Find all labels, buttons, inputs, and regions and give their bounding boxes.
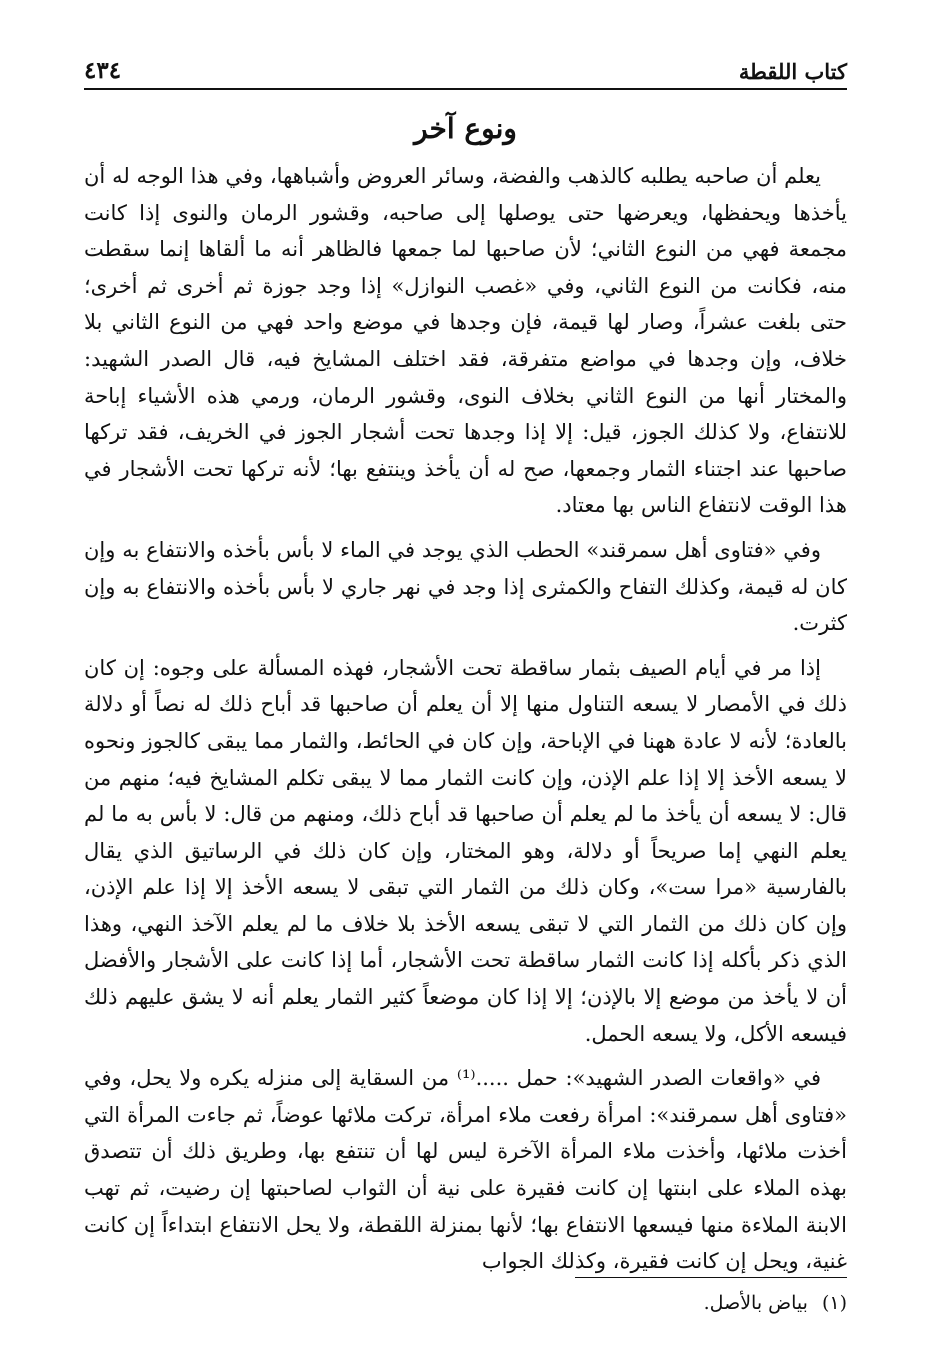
paragraph: في «واقعات الصدر الشهيد»: حمل .....⁽¹⁾ من السقاية إلى منزله يكره ولا يحل، وفي «فتاوى أهل سمرقند»: امرأة رفعت ملاء امرأة، تركت ملائها عوضاً، ثم جاءت المرأة التي أخذت ملائها، وأخذت ملاء المرأة الآخرة ليس لها أن تنتفع بها، وطريق ذلك أن تتصدق بهذه الملاء على ابنتها إن كانت فقيرة على نية أن الثواب لصاحبتها إن رضيت، ثم تهب الابنة الملاءة منها فيسعها الانتفاع بها؛ لأنها بمنزلة اللقطة، ولا يحل الانتفاع ابتداءاً إن كانت غنية، ويحل إن كانت فقيرة، وكذلك الجواب — [84, 1066, 847, 1274]
footnote-text: بياض بالأصل. — [703, 1292, 808, 1314]
paragraph: إذا مر في أيام الصيف بثمار ساقطة تحت الأشجار، فهذه المسألة على وجوه: إن كان ذلك في الأمصار لا يسعه التناول منها إلا أن يعلم أن صاحبها قد أباح ذلك له نصاً أو دلالة بالعادة؛ لأنه لا عادة ههنا في الإباحة، وإن كان في الحائط، والثمار مما يبقى كالجوز ونحوه لا يسعه الأخذ إلا إذا علم الإذن، وإن كانت الثمار مما لا يبقى تكلم المشايخ فيه؛ منهم من قال: لا يسعه أن يأخذ ما لم يعلم أن صاحبها قد أباح ذلك، ومنهم من قال: لا بأس به ما لم يعلم النهي إما صريحاً أو دلالة، وهو المختار، وإن كان ذلك في الرساتيق الذي يقال بالفارسية «مرا ست»، وكان ذلك من الثمار التي تبقى لا يسعه الأخذ إلا إذا علم الإذن، وإن كان ذلك من الثمار التي لا تبقى يسعه الأخذ بلا خلاف ما لم يعلم الآخذ النهي، وهذا الذي ذكر بأكله إذا كانت الثمار ساقطة تحت الأشجار، أما إذا كانت على الأشجار والأفضل أن لا يأخذ من موضع إلا بالإذن؛ إلا إذا كان موضعاً كثير الثمار يعلم أنه لا يشق عليهم ذلك فيسعه الأكل، ولا يسعه الحمل. — [84, 655, 847, 1046]
running-head — [84, 44, 847, 90]
footnote-divider — [575, 1277, 847, 1278]
paragraph: يعلم أن صاحبه يطلبه كالذهب والفضة، وسائر العروض وأشباهها، وفي هذا الوجه له أن يأخذها ويحفظها، ويعرضها حتى يوصلها إلى صاحبه، وقشور الرمان والنوى إذا كانت مجمعة فهي من النوع الثاني؛ لأن صاحبها لما جمعها فالظاهر أنه ما ألقاها إنما سقطت منه، فكانت من النوع الثاني، وفي «غصب النوازل» إذا وجد جوزة ثم أخرى ثم أخرى؛ حتى بلغت عشراً، وصار لها قيمة، فإن وجدها في موضع واحد فهي من النوع الثاني بلا خلاف، وإن وجدها في مواضع متفرقة، فقد اختلف المشايخ فيه، قال الصدر الشهيد: والمختار أنها من النوع الثاني بخلاف النوى، وقشور الرمان، ورمي هذه الأشياء إباحة للانتفاع، ولا كذلك الجوز، قيل: إلا إذا وجدها تحت أشجار الجوز في الخريف، فقد تركها صاحبها عند اجتناء الثمار وجمعها، صح له أن يأخذ وينتفع بها؛ لأنه تركها تحت الأشجار في هذا الوقت لانتفاع الناس بها معتاد. — [84, 164, 847, 518]
paragraph: وفي «فتاوى أهل سمرقند» الحطب الذي يوجد في الماء لا بأس بأخذه والانتفاع به وإن كان له قيمة، وكذلك التفاح والكمثرى إذا وجد في نهر جاري لا بأس بأخذه والانتفاع به وإن كثرت. — [84, 537, 847, 636]
footnote-marker: (١) — [821, 1292, 847, 1314]
book-title: كتاب اللقطة — [738, 59, 847, 84]
section-heading: ونوع آخر — [414, 112, 517, 145]
footnote — [84, 1288, 847, 1318]
body-text — [84, 158, 847, 1288]
page-number: ٤٣٤ — [84, 57, 122, 84]
